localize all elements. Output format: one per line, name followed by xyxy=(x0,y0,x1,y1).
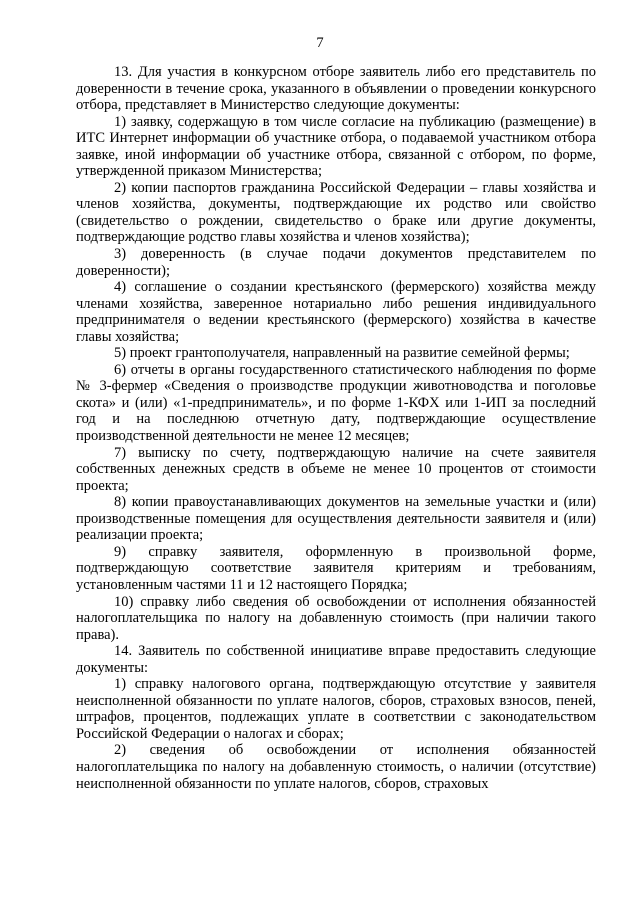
list-item-tax-certificate: 1) справку налогового органа, подтверждающую отсутствие у заявителя неисполненной обязанности по уплате налогов, сборов, страховых взносов, пеней, штрафов, процентов, подлежащих уплате в соответствии с законодательством Российской Федерации о налогах и сборах; xyxy=(76,676,596,742)
list-item-vat-exemption: 10) справку либо сведения об освобождении от исполнения обязанностей налогоплательщика по налогу на добавленную стоимость (при наличии такого права). xyxy=(76,593,596,643)
list-item-project: 5) проект грантополучателя, направленный на развитие семейной фермы; xyxy=(114,345,570,362)
list-item-passports: 2) копии паспортов гражданина Российской Федерации – главы хозяйства и членов хозяйства, документы, подтверждающие их родство или свойство (свидетельство о рождении, свидетельство о браке или другие документы, подтверждающие родство главы хозяйства и членов хозяйства); xyxy=(76,179,596,246)
list-item-farm-agreement: 4) соглашение о создании крестьянского (фермерского) хозяйства между членами хозяйства, заверенное нотариально либо решения индивидуального предпринимателя о ведении крестьянского (фермерского) хозяйства в качестве главы хозяйства; xyxy=(76,279,596,345)
paragraph-13-intro: 13. Для участия в конкурсном отборе заявитель либо его представитель по доверенности в течение срока, указанного в объявлении о проведении конкурсного отбора, представляет в Министерство следующие документы: xyxy=(76,64,596,114)
page-number: 7 xyxy=(316,35,324,51)
list-item-title-documents: 8) копии правоустанавливающих документов на земельные участки и (или) производственные помещения для осуществления деятельности заявителя и (или) реализации проекта; xyxy=(76,494,596,544)
list-item-compliance-certificate: 9) справку заявителя, оформленную в произвольной форме, подтверждающую соответствие заявителя критериям и требованиям, установленным частями 11 и 12 настоящего Порядка; xyxy=(76,543,596,593)
list-item-bank-statement: 7) выписку по счету, подтверждающую наличие на счете заявителя собственных денежных средств в объеме не менее 10 процентов от стоимости проекта; xyxy=(76,444,596,494)
list-item-vat-exemption-info: 2) сведения об освобождении от исполнения обязанностей налогоплательщика по налогу на добавленную стоимость, о наличии (отсутствие) неисполненной обязанности по уплате налогов, сборов, страховых xyxy=(76,742,596,792)
list-item-application: 1) заявку, содержащую в том числе согласие на публикацию (размещение) в ИТС Интернет информации об участнике отбора, о подаваемой участником отбора заявке, иной информации об участнике отбора, связанной с отбором, по форме, утвержденной приказом Министерства; xyxy=(76,113,596,180)
document-body xyxy=(76,64,596,792)
list-item-statistical-reports: 6) отчеты в органы государственного статистического наблюдения по форме № 3-фермер «Сведения о производстве продукции животноводства и поголовье скота» и (или) «1-предприниматель», и по форме 1-КФХ или 1-ИП за последний год и на последнюю отчетную дату, подтверждающие осуществление производственной деятельности не менее 12 месяцев; xyxy=(76,361,596,445)
list-item-power-of-attorney: 3) доверенность (в случае подачи документов представителем по доверенности); xyxy=(76,246,596,279)
paragraph-14-intro: 14. Заявитель по собственной инициативе вправе предоставить следующие документы: xyxy=(76,643,596,676)
